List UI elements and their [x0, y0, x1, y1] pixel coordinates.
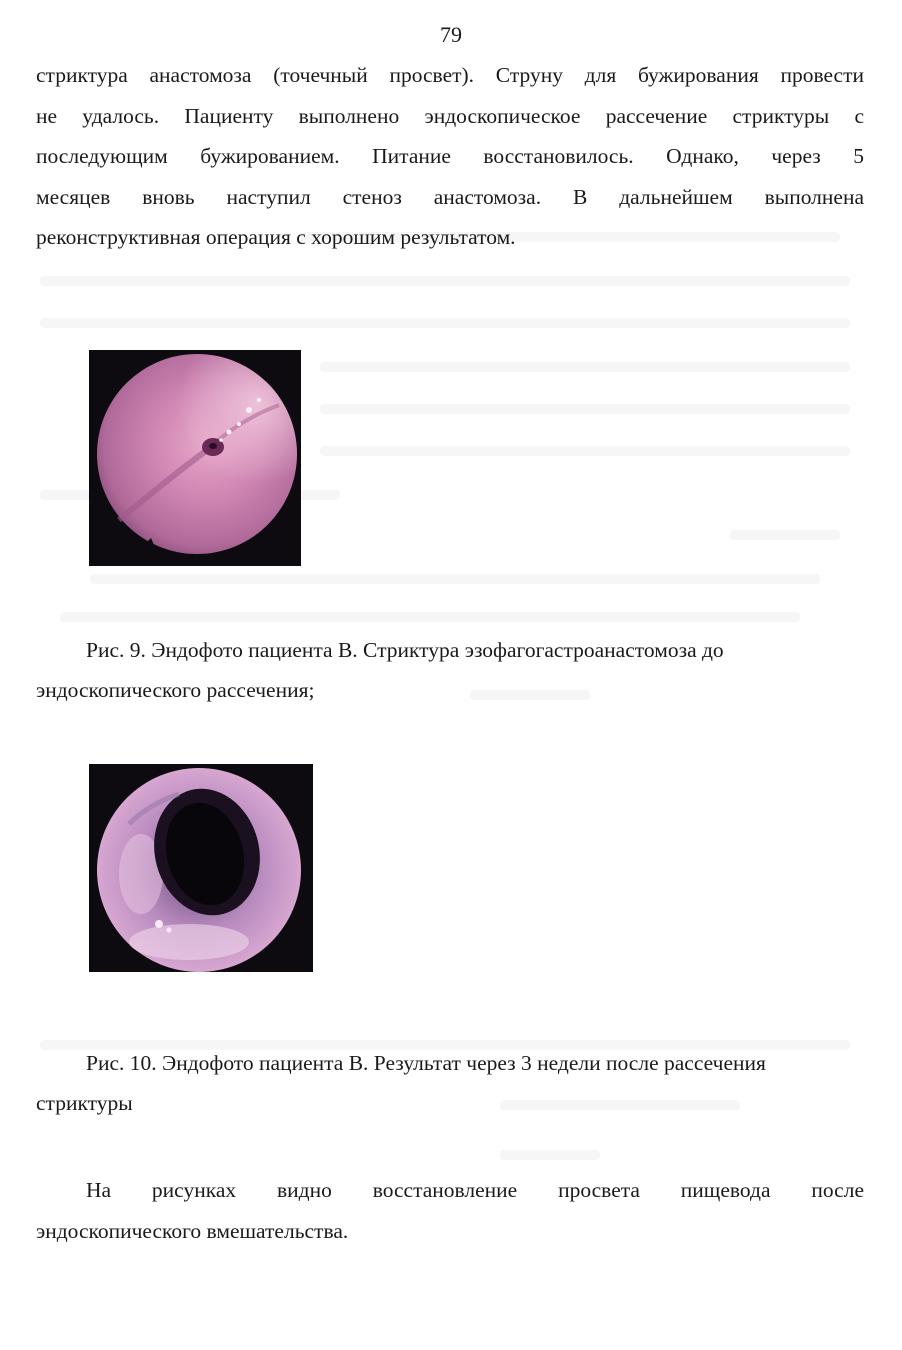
figure-9-caption	[36, 630, 864, 710]
paragraph-line: последующим бужированием. Питание восстановилось. Однако, через 5	[36, 144, 864, 168]
paragraph-line: реконструктивная операция с хорошим результатом.	[36, 225, 516, 249]
paragraph-conclusion	[36, 1170, 864, 1251]
paragraph-line: На рисунках видно восстановление просвета пищевода после	[86, 1178, 864, 1202]
paragraph-line: не удалось. Пациенту выполнено эндоскопическое рассечение стриктуры с	[36, 103, 864, 128]
caption-line: Рис. 10. Эндофото пациента В. Результат через 3 недели после рассечения	[86, 1051, 766, 1075]
caption-line: Рис. 9. Эндофото пациента В. Стриктура эзофагогастроанастомоза до	[86, 638, 724, 662]
paragraph-line: месяцев вновь наступил стеноз анастомоза. В дальнейшем выполнена	[36, 184, 864, 209]
caption-line: эндоскопического рассечения;	[36, 678, 315, 702]
figure-10-caption	[36, 1043, 864, 1123]
paragraph-line: стриктура анастомоза (точечный просвет). Струну для бужирования провести	[36, 63, 864, 87]
paragraph-case-description	[36, 55, 864, 258]
endophoto-figure-9	[89, 350, 301, 566]
endophoto-figure-10	[89, 764, 313, 972]
caption-line: стриктуры	[36, 1091, 133, 1115]
paragraph-line: эндоскопического вмешательства.	[36, 1218, 349, 1243]
page-number: 79	[440, 22, 462, 47]
